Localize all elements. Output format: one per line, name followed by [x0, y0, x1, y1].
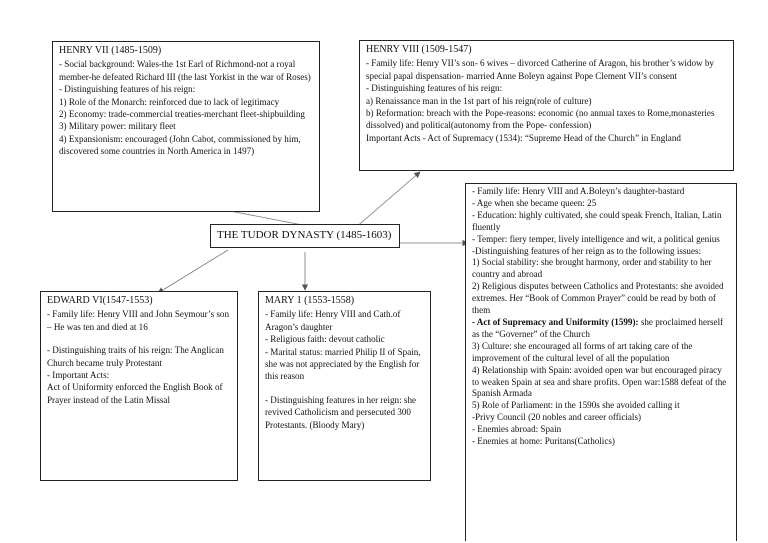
- mary-box: [258, 291, 431, 481]
- henry7-line: 1) Role of the Monarch: reinforced due to lack of legitimacy: [59, 96, 280, 107]
- elizabeth-line: 5) Role of Parliament: in the 1590s she avoided calling it: [472, 400, 680, 411]
- elizabeth-box: [465, 183, 737, 541]
- edward-line: - Important Acts:: [47, 370, 110, 381]
- elizabeth-line: 2) Religious disputes between Catholics and Protestants: she avoided extremes. Her “Book of Common Prayer” could be read by both of them: [472, 281, 724, 316]
- mary-line: - Marital status: married Philip II of Spain, she was not appreciated by the English for this reason: [265, 346, 421, 382]
- henry8-box: [359, 40, 734, 171]
- mary-line: - Family life: Henry VIII and Cath.of Aragon’s daughter: [265, 309, 401, 332]
- elizabeth-line: - Temper: fiery temper, lively intelligence and wit, a political genius: [472, 233, 720, 244]
- henry7-line: 4) Expansionism: encouraged (John Cabot, commissioned by him, discovered some countries in North America in 1497): [59, 133, 301, 157]
- elizabeth-line: 4) Relationship with Spain: avoided open war but encouraged piracy to weaken Spain at sea and share profits. Open war:1588 defeat of the Spanish Armada: [472, 364, 727, 399]
- edward-line: Act of Uniformity enforced the English Book of Prayer instead of the Latin Missal: [47, 382, 223, 405]
- henry8-line: - Family life: Henry VII’s son- 6 wives – divorced Catherine of Aragon, his brother’s widow by special papal dispensation- married Anne Boleyn against Pope Clement VII’s consent: [366, 58, 714, 81]
- edward-line: - Distinguishing traits of his reign: The Anglican Church became truly Protestant: [47, 345, 224, 368]
- elizabeth-line: - Education: highly cultivated, she could speak French, Italian, Latin fluently: [472, 209, 722, 232]
- elizabeth-act-bold: - Act of Supremacy and Uniformity (1599):: [472, 316, 639, 327]
- henry7-line: 3) Military power: military fleet: [59, 121, 176, 132]
- elizabeth-line: 3) Culture: she encouraged all forms of art taking care of the improvement of the cultural level of all the population: [472, 340, 693, 363]
- elizabeth-line: - Family life: Henry VIII and A.Boleyn’s daughter-bastard: [472, 186, 685, 196]
- elizabeth-line: 1) Social stability: she brought harmony, order and stability to her country and abroad: [472, 257, 712, 280]
- dynasty-title: THE TUDOR DYNASTY (1485-1603): [217, 229, 392, 241]
- mary-title: MARY 1 (1553-1558): [265, 295, 355, 306]
- dynasty-title-box: [210, 224, 400, 248]
- henry7-line: - Social background: Wales-the 1st Earl of Richmond-not a royal member-he defeated Richard III (the last Yorkist in the war of Roses): [59, 59, 311, 82]
- arrow-to-henry8: [355, 172, 420, 228]
- elizabeth-line: - Enemies at home: Puritans(Catholics): [472, 436, 615, 447]
- mary-line: - Distinguishing features in her reign: she revived Catholicism and persecuted 300 Protestants. (Bloody Mary): [265, 394, 417, 430]
- henry8-line: - Distinguishing features of his reign:: [366, 83, 503, 94]
- elizabeth-line: -Privy Council (20 nobles and career officials): [472, 412, 642, 423]
- henry7-line: 2) Economy: trade-commercial treaties-merchant fleet-shipbuilding: [59, 109, 305, 120]
- henry7-title: HENRY VII (1485-1509): [59, 45, 162, 56]
- henry8-line: a) Renaissance man in the 1st part of his reign(role of culture): [366, 95, 592, 106]
- edward-title: EDWARD VI(1547-1553): [47, 295, 153, 306]
- henry8-line: Important Acts - Act of Supremacy (1534): “Supreme Head of the Church” in England: [366, 132, 681, 143]
- elizabeth-line: - Enemies abroad: Spain: [472, 424, 562, 435]
- elizabeth-line: -Distinguishing features of her reign as to the following issues:: [472, 245, 702, 256]
- edward-box: [40, 291, 238, 481]
- henry8-title: HENRY VIII (1509-1547): [366, 44, 472, 55]
- edward-spacer: [47, 333, 231, 344]
- elizabeth-line: - Age when she became queen: 25: [472, 197, 597, 208]
- henry8-line: b) Reformation: breach with the Pope-reasons: economic (no annual taxes to Rome,monasteries dissolved) and political(autonomy from the Pope- confession): [366, 108, 715, 131]
- mary-spacer: [265, 383, 424, 394]
- edward-line: - Family life: Henry VIII and John Seymour’s son – He was ten and died at 16: [47, 309, 230, 332]
- henry7-line: - Distinguishing features of his reign:: [59, 84, 196, 95]
- henry7-box: [52, 41, 320, 212]
- elizabeth-act-rest: she proclaimed herself as the “Governer” of the Church: [472, 316, 724, 339]
- arrow-to-edward: [158, 250, 228, 293]
- mary-line: - Religious faith: devout catholic: [265, 334, 385, 345]
- elizabeth-act-line: [472, 317, 730, 341]
